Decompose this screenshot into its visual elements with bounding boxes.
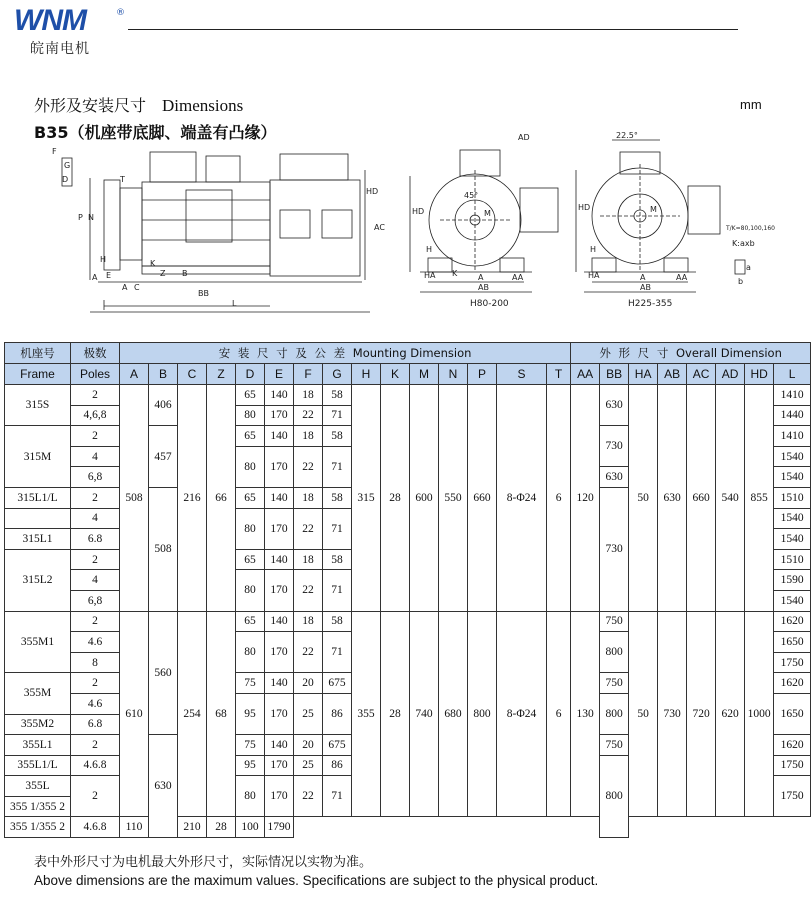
g-cell: 58 xyxy=(323,426,352,447)
header-col-k: K xyxy=(381,364,410,385)
group2-s: 8-Φ24 xyxy=(497,611,547,817)
table-row xyxy=(5,385,811,406)
drawing-label-hd: HD xyxy=(366,187,379,196)
poles-cell: 4 xyxy=(71,508,120,529)
d-cell: 80 xyxy=(236,632,265,673)
front2-label-a: A xyxy=(640,273,646,282)
d-cell: 65 xyxy=(236,385,265,406)
f-cell: 25 xyxy=(294,755,323,776)
l-cell: 1620 xyxy=(774,735,811,756)
g-cell: 86 xyxy=(323,693,352,734)
group2-ha: 50 xyxy=(629,611,658,817)
detail-label-b: b xyxy=(738,277,744,286)
side-view-drawing xyxy=(62,152,370,312)
note-cn: 表中外形尺寸为电机最大外形尺寸，实际情况以实物为准。 xyxy=(34,855,373,870)
group1-aa: 120 xyxy=(571,385,600,612)
header-col-e: E xyxy=(265,364,294,385)
front2-note: T/K=80,100,160 xyxy=(726,225,776,232)
front1-caption: H80-200 xyxy=(470,299,509,309)
e-cell: 170 xyxy=(265,508,294,549)
l-cell: 1540 xyxy=(774,529,811,550)
poles-cell: 6.8 xyxy=(71,714,120,735)
registered-mark: ® xyxy=(116,8,125,18)
frame-cell: 355M2 xyxy=(5,714,71,735)
header-col-ab: AB xyxy=(658,364,687,385)
poles-cell: 6,8 xyxy=(71,467,120,488)
front1-label-ad: AD xyxy=(518,133,530,142)
b-cell: 560 xyxy=(149,611,178,735)
unit-label: mm xyxy=(740,97,762,112)
poles-cell: 8 xyxy=(71,652,120,673)
drawing-label-e: E xyxy=(106,271,112,280)
group1-p: 660 xyxy=(468,385,497,612)
frame-cell: 315S xyxy=(5,385,71,426)
e-cell: 170 xyxy=(265,632,294,673)
g-cell: 71 xyxy=(323,632,352,673)
brand-name-cn: 皖南电机 xyxy=(30,41,90,57)
f-cell: 18 xyxy=(294,385,323,406)
group1-ab: 630 xyxy=(658,385,687,612)
group1-s: 8-Φ24 xyxy=(497,385,547,612)
f-cell: 18 xyxy=(294,549,323,570)
d-cell: 75 xyxy=(236,673,265,694)
front2-label-hd: HD xyxy=(578,203,591,212)
title-en: Dimensions xyxy=(162,96,244,115)
header-poles-cn: 极数 xyxy=(71,343,120,364)
l-cell: 1620 xyxy=(774,611,811,632)
d-cell: 95 xyxy=(236,693,265,734)
front2-label-m: M xyxy=(650,205,657,214)
e-cell: 170 xyxy=(265,570,294,611)
poles-cell: 4.6.8 xyxy=(71,817,120,838)
l-cell: 1540 xyxy=(774,446,811,467)
e-cell: 140 xyxy=(265,426,294,447)
header-col-n: N xyxy=(439,364,468,385)
front2-label-225: 22.5° xyxy=(616,131,638,140)
group1-a: 508 xyxy=(120,385,149,612)
drawing-label-g: G xyxy=(64,161,71,170)
group1-m: 600 xyxy=(410,385,439,612)
f-cell: 18 xyxy=(294,426,323,447)
d-cell: 65 xyxy=(236,549,265,570)
drawing-label-ac: AC xyxy=(374,223,385,232)
e-cell: 140 xyxy=(265,385,294,406)
front2-label-aa: AA xyxy=(676,273,688,282)
bb-cell: 730 xyxy=(600,426,629,467)
g-cell: 675 xyxy=(323,735,352,756)
header-col-p: P xyxy=(468,364,497,385)
front1-label-ha: HA xyxy=(424,271,436,280)
group1-ac: 660 xyxy=(687,385,716,612)
e-cell: 140 xyxy=(265,487,294,508)
l-cell: 1590 xyxy=(774,570,811,591)
header-overall-en: Overall Dimension xyxy=(676,346,782,360)
detail-label-a: a xyxy=(746,263,751,272)
g-cell: 71 xyxy=(323,508,352,549)
group2-p: 800 xyxy=(468,611,497,817)
bb-cell: 800 xyxy=(600,755,629,837)
bb-cell: 750 xyxy=(600,673,629,694)
poles-cell: 2 xyxy=(71,611,120,632)
header-rule xyxy=(128,29,738,30)
header-col-ad: AD xyxy=(716,364,745,385)
bb-cell: 750 xyxy=(600,735,629,756)
l-cell: 1750 xyxy=(774,652,811,673)
d-cell: 65 xyxy=(236,487,265,508)
note-en: Above dimensions are the maximum values. Specifications are subject to the physical product. xyxy=(34,873,599,888)
group1-c: 216 xyxy=(178,385,207,612)
group2-n: 680 xyxy=(439,611,468,817)
e-cell: 170 xyxy=(265,693,294,734)
bb-cell: 630 xyxy=(600,467,629,488)
frame-cell: 315L1 xyxy=(5,529,71,550)
group2-t: 6 xyxy=(547,611,571,817)
table-row xyxy=(5,611,811,632)
g-cell: 86 xyxy=(323,755,352,776)
b-cell: 406 xyxy=(149,385,178,426)
front1-label-m: M xyxy=(484,209,491,218)
b-cell: 508 xyxy=(149,487,178,611)
group2-c: 254 xyxy=(178,611,207,817)
d-cell: 80 xyxy=(236,570,265,611)
f-cell: 22 xyxy=(294,776,323,817)
d-cell: 110 xyxy=(120,817,149,838)
drawing-label-n: N xyxy=(88,213,94,222)
b-cell: 630 xyxy=(149,735,178,838)
brand-logo xyxy=(14,4,126,57)
g-cell: 71 xyxy=(323,776,352,817)
front2-label-ha: HA xyxy=(588,271,600,280)
drawing-label-bb: BB xyxy=(198,289,209,298)
g-cell: 71 xyxy=(323,405,352,426)
frame-cell: 355L xyxy=(5,776,71,797)
poles-cell: 4.6.8 xyxy=(71,755,120,776)
page-title xyxy=(34,93,243,116)
l-cell: 1750 xyxy=(774,776,811,817)
header-col-s: S xyxy=(497,364,547,385)
d-cell: 80 xyxy=(236,776,265,817)
l-cell: 1540 xyxy=(774,508,811,529)
l-cell: 1510 xyxy=(774,487,811,508)
g-cell: 675 xyxy=(323,673,352,694)
frame-cell: 355 1/355 2 xyxy=(5,796,71,817)
drawing-label-h: H xyxy=(100,255,107,264)
d-cell: 65 xyxy=(236,426,265,447)
poles-cell: 4,6,8 xyxy=(71,405,120,426)
group1-ad: 540 xyxy=(716,385,745,612)
front1-label-ab: AB xyxy=(478,283,489,292)
group2-k: 28 xyxy=(381,611,410,817)
drawing-label-k: K xyxy=(150,259,156,268)
drawing-label-l: L xyxy=(232,299,237,308)
frame-cell: 315L1/L xyxy=(5,487,71,508)
bb-cell: 730 xyxy=(600,487,629,611)
frame-cell: 355L1/L xyxy=(5,755,71,776)
group1-k: 28 xyxy=(381,385,410,612)
header-col-ac: AC xyxy=(687,364,716,385)
header-col-a: A xyxy=(120,364,149,385)
poles-cell: 2 xyxy=(71,549,120,570)
l-cell: 1790 xyxy=(265,817,294,838)
d-cell: 80 xyxy=(236,446,265,487)
l-cell: 1650 xyxy=(774,632,811,653)
front2-label-h: H xyxy=(590,245,597,254)
group1-t: 6 xyxy=(547,385,571,612)
drawing-label-f: F xyxy=(52,147,57,156)
header-overall-cn: 外 形 尺 寸 xyxy=(599,346,671,360)
header-col-l: L xyxy=(774,364,811,385)
header-col-bb: BB xyxy=(600,364,629,385)
header-frame-cn: 机座号 xyxy=(5,343,71,364)
e-cell: 170 xyxy=(265,755,294,776)
poles-cell: 2 xyxy=(71,426,120,447)
drawing-label-z: Z xyxy=(160,269,166,278)
g-cell: 58 xyxy=(323,487,352,508)
poles-cell: 4 xyxy=(71,446,120,467)
e-cell: 170 xyxy=(265,405,294,426)
f-cell: 22 xyxy=(294,446,323,487)
frame-cell: 355M xyxy=(5,673,71,714)
front1-label-45: 45° xyxy=(464,191,479,200)
front2-label-ab: AB xyxy=(640,283,651,292)
poles-cell: 2 xyxy=(71,673,120,694)
poles-cell: 2 xyxy=(71,735,120,756)
l-cell: 1410 xyxy=(774,385,811,406)
f-cell: 20 xyxy=(294,673,323,694)
drawing-label-a: A xyxy=(92,273,98,282)
frame-cell: 355M1 xyxy=(5,611,71,673)
group2-m: 740 xyxy=(410,611,439,817)
b-cell: 457 xyxy=(149,426,178,488)
subtitle: B35（机座带底脚、端盖有凸缘） xyxy=(34,123,277,142)
header-frame-en: Frame xyxy=(5,364,71,385)
front1-label-k: K xyxy=(452,269,458,278)
header-mounting-en: Mounting Dimension xyxy=(352,346,472,360)
poles-cell: 2 xyxy=(71,487,120,508)
group1-ha: 50 xyxy=(629,385,658,612)
group2-ab: 730 xyxy=(658,611,687,817)
g-cell: 58 xyxy=(323,549,352,570)
poles-cell: 4 xyxy=(71,570,120,591)
logo-wordmark: WNM xyxy=(14,4,86,37)
drawing-label-t: T xyxy=(120,175,125,184)
l-cell: 1750 xyxy=(774,755,811,776)
group2-hd: 1000 xyxy=(745,611,774,817)
l-cell: 1510 xyxy=(774,549,811,570)
frame-cell: 355 1/355 2 xyxy=(5,817,71,838)
table-row xyxy=(5,817,811,838)
g-cell: 58 xyxy=(323,385,352,406)
frame-cell: 355L1 xyxy=(5,735,71,756)
f-cell: 22 xyxy=(294,405,323,426)
f-cell: 28 xyxy=(207,817,236,838)
header-col-g: G xyxy=(323,364,352,385)
kaxb-label: K:axb xyxy=(732,239,755,248)
g-cell: 71 xyxy=(323,446,352,487)
front1-label-h: H xyxy=(426,245,433,254)
poles-cell: 6.8 xyxy=(71,529,120,550)
frame-cell: 315M xyxy=(5,426,71,488)
drawing-label-c: C xyxy=(134,283,140,292)
header-col-t: T xyxy=(547,364,571,385)
l-cell: 1540 xyxy=(774,590,811,611)
bb-cell: 800 xyxy=(600,632,629,673)
e-cell: 170 xyxy=(265,446,294,487)
header-col-f: F xyxy=(294,364,323,385)
drawing-label-d: D xyxy=(62,175,69,184)
header-col-z: Z xyxy=(207,364,236,385)
g-cell: 71 xyxy=(323,570,352,611)
l-cell: 1650 xyxy=(774,693,811,734)
poles-cell: 4.6 xyxy=(71,632,120,653)
f-cell: 22 xyxy=(294,508,323,549)
d-cell: 75 xyxy=(236,735,265,756)
dimension-drawings xyxy=(0,130,800,330)
group1-n: 550 xyxy=(439,385,468,612)
g-cell: 100 xyxy=(236,817,265,838)
header-mounting xyxy=(120,343,571,364)
front-view-h225-355 xyxy=(576,140,720,292)
header-poles-en: Poles xyxy=(71,364,120,385)
group2-h: 355 xyxy=(352,611,381,817)
l-cell: 1440 xyxy=(774,405,811,426)
group2-z: 68 xyxy=(207,611,236,817)
drawing-label-a2: A xyxy=(122,283,128,292)
e-cell: 140 xyxy=(265,735,294,756)
group1-h: 315 xyxy=(352,385,381,612)
header-overall xyxy=(571,343,811,364)
poles-cell: 2 xyxy=(71,385,120,406)
drawing-label-b: B xyxy=(182,269,188,278)
f-cell: 18 xyxy=(294,611,323,632)
header-mounting-cn: 安 装 尺 寸 及 公 差 xyxy=(218,346,348,360)
group2-ac: 720 xyxy=(687,611,716,817)
front1-label-hd: HD xyxy=(412,207,425,216)
detail-axb xyxy=(735,260,745,274)
front1-label-a: A xyxy=(478,273,484,282)
d-cell: 80 xyxy=(236,508,265,549)
d-cell: 95 xyxy=(236,755,265,776)
d-cell: 80 xyxy=(236,405,265,426)
group2-a: 610 xyxy=(120,611,149,817)
drawing-label-p: P xyxy=(78,213,83,222)
header-col-b: B xyxy=(149,364,178,385)
poles-cell: 4.6 xyxy=(71,693,120,714)
f-cell: 22 xyxy=(294,632,323,673)
header-col-h: H xyxy=(352,364,381,385)
poles-cell: 2 xyxy=(71,776,120,817)
front2-caption: H225-355 xyxy=(628,299,673,309)
f-cell: 18 xyxy=(294,487,323,508)
l-cell: 1540 xyxy=(774,467,811,488)
dimension-table xyxy=(4,342,811,838)
l-cell: 1410 xyxy=(774,426,811,447)
d-cell: 65 xyxy=(236,611,265,632)
group1-z: 66 xyxy=(207,385,236,612)
header-col-c: C xyxy=(178,364,207,385)
e-cell: 210 xyxy=(178,817,207,838)
bb-cell: 750 xyxy=(600,611,629,632)
header-col-aa: AA xyxy=(571,364,600,385)
group1-hd: 855 xyxy=(745,385,774,612)
f-cell: 22 xyxy=(294,570,323,611)
e-cell: 140 xyxy=(265,673,294,694)
f-cell: 20 xyxy=(294,735,323,756)
header-col-d: D xyxy=(236,364,265,385)
frame-cell: 315L2 xyxy=(5,549,71,611)
header-col-m: M xyxy=(410,364,439,385)
header-col-ha: HA xyxy=(629,364,658,385)
l-cell: 1620 xyxy=(774,673,811,694)
header-col-hd: HD xyxy=(745,364,774,385)
bb-cell: 800 xyxy=(600,693,629,734)
e-cell: 170 xyxy=(265,776,294,817)
group2-ad: 620 xyxy=(716,611,745,817)
group2-aa: 130 xyxy=(571,611,600,817)
bb-cell: 630 xyxy=(600,385,629,426)
g-cell: 58 xyxy=(323,611,352,632)
front1-label-aa: AA xyxy=(512,273,524,282)
title-cn: 外形及安装尺寸 xyxy=(34,96,147,115)
frame-cell xyxy=(5,508,71,529)
f-cell: 25 xyxy=(294,693,323,734)
poles-cell: 6,8 xyxy=(71,590,120,611)
e-cell: 140 xyxy=(265,549,294,570)
e-cell: 140 xyxy=(265,611,294,632)
